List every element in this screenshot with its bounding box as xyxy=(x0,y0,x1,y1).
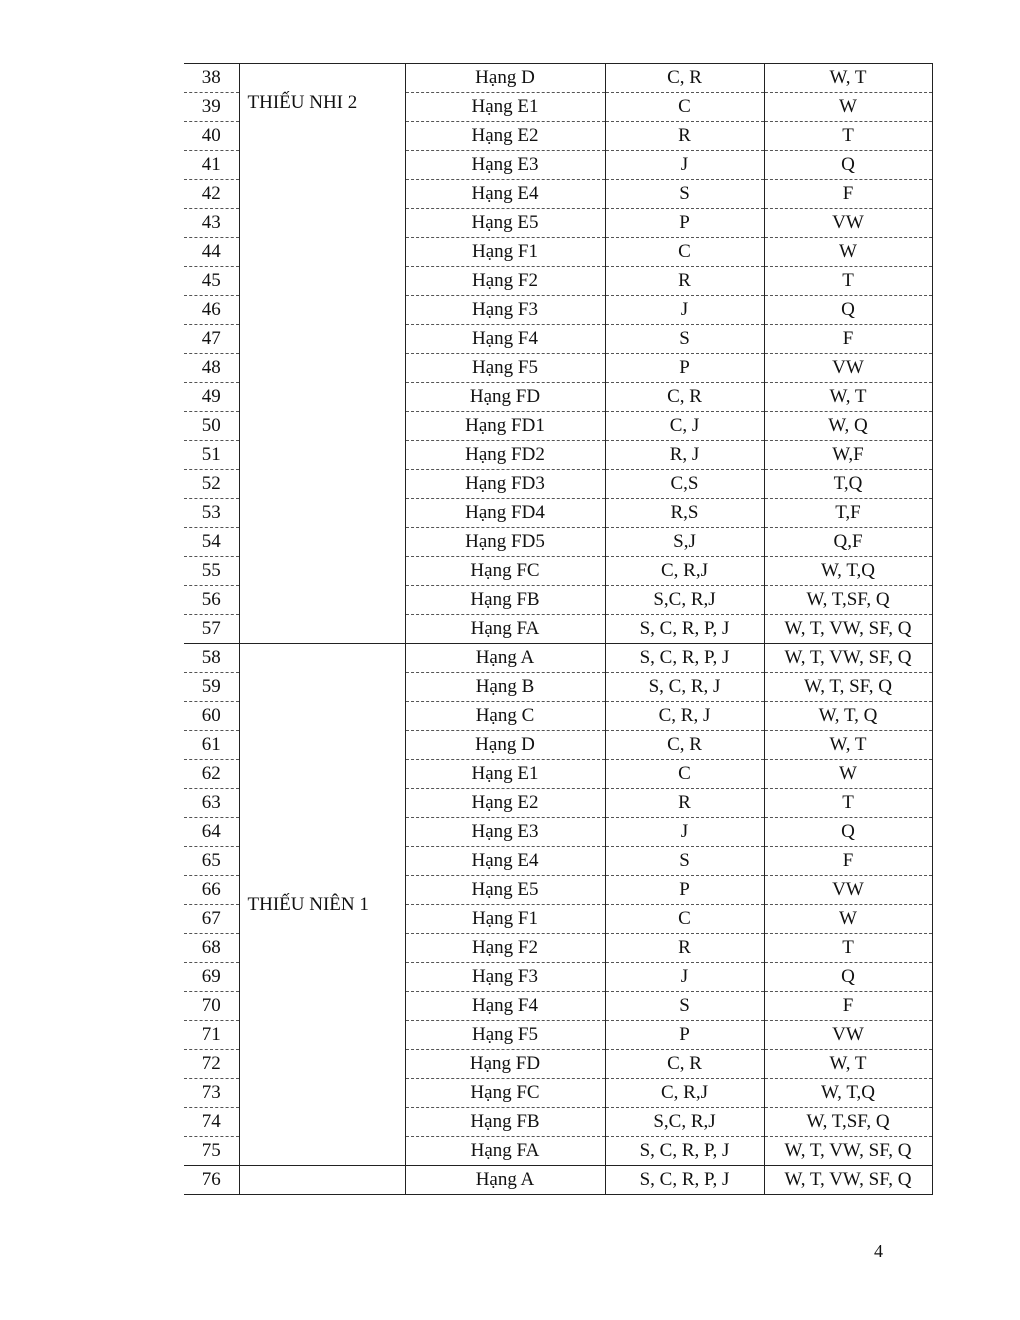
column-4-cell: W, T xyxy=(764,1050,932,1079)
column-4-cell: T xyxy=(764,267,932,296)
rank-cell: Hạng F2 xyxy=(405,267,605,296)
row-number: 59 xyxy=(184,673,239,702)
rank-cell: Hạng FC xyxy=(405,1079,605,1108)
column-3-cell: C, R xyxy=(605,731,764,760)
column-3-cell: S xyxy=(605,847,764,876)
row-number: 56 xyxy=(184,586,239,615)
column-3-cell: C xyxy=(605,760,764,789)
column-3-cell: C, R xyxy=(605,64,764,93)
column-4-cell: W, T,Q xyxy=(764,557,932,586)
rank-cell: Hạng E1 xyxy=(405,760,605,789)
row-number: 76 xyxy=(184,1166,239,1195)
column-4-cell: W, T xyxy=(764,731,932,760)
row-number: 73 xyxy=(184,1079,239,1108)
rank-cell: Hạng FB xyxy=(405,1108,605,1137)
column-4-cell: W, T, VW, SF, Q xyxy=(764,644,932,673)
rank-cell: Hạng E4 xyxy=(405,847,605,876)
page-number: 4 xyxy=(874,1241,883,1261)
column-4-cell: W, Q xyxy=(764,412,932,441)
rank-cell: Hạng C xyxy=(405,702,605,731)
row-number: 75 xyxy=(184,1137,239,1166)
column-4-cell: W, T xyxy=(764,64,932,93)
column-3-cell: C, R,J xyxy=(605,1079,764,1108)
row-number: 54 xyxy=(184,528,239,557)
ranking-table xyxy=(184,63,933,1195)
column-4-cell: W, T, VW, SF, Q xyxy=(764,1166,932,1195)
rank-cell: Hạng D xyxy=(405,64,605,93)
column-3-cell: P xyxy=(605,1021,764,1050)
column-3-cell: C xyxy=(605,905,764,934)
rank-cell: Hạng FA xyxy=(405,1137,605,1166)
rank-cell: Hạng F3 xyxy=(405,963,605,992)
column-3-cell: C, J xyxy=(605,412,764,441)
column-4-cell: W, T,SF, Q xyxy=(764,586,932,615)
column-3-cell: P xyxy=(605,354,764,383)
column-4-cell: W xyxy=(764,238,932,267)
rank-cell: Hạng E5 xyxy=(405,209,605,238)
column-4-cell: W, T, SF, Q xyxy=(764,673,932,702)
row-number: 58 xyxy=(184,644,239,673)
column-3-cell: S,C, R,J xyxy=(605,1108,764,1137)
rank-cell: Hạng F3 xyxy=(405,296,605,325)
column-4-cell: Q xyxy=(764,151,932,180)
column-3-cell: R xyxy=(605,789,764,818)
rank-cell: Hạng FD5 xyxy=(405,528,605,557)
row-number: 49 xyxy=(184,383,239,412)
row-number: 44 xyxy=(184,238,239,267)
rank-cell: Hạng F5 xyxy=(405,1021,605,1050)
row-number: 63 xyxy=(184,789,239,818)
column-4-cell: W, T, VW, SF, Q xyxy=(764,615,932,644)
column-3-cell: J xyxy=(605,818,764,847)
rank-cell: Hạng FD xyxy=(405,383,605,412)
column-3-cell: S,J xyxy=(605,528,764,557)
group-name: THIẾU NHI 2 xyxy=(239,64,405,644)
column-4-cell: W,F xyxy=(764,441,932,470)
column-3-cell: R xyxy=(605,934,764,963)
rank-cell: Hạng F1 xyxy=(405,238,605,267)
table-row xyxy=(184,644,932,673)
row-number: 62 xyxy=(184,760,239,789)
rank-cell: Hạng F4 xyxy=(405,992,605,1021)
column-3-cell: R,S xyxy=(605,499,764,528)
row-number: 38 xyxy=(184,64,239,93)
column-3-cell: C, R, J xyxy=(605,702,764,731)
row-number: 40 xyxy=(184,122,239,151)
column-4-cell: T xyxy=(764,789,932,818)
row-number: 41 xyxy=(184,151,239,180)
column-3-cell: C, R,J xyxy=(605,557,764,586)
column-3-cell: J xyxy=(605,151,764,180)
row-number: 51 xyxy=(184,441,239,470)
row-number: 67 xyxy=(184,905,239,934)
column-4-cell: Q xyxy=(764,296,932,325)
row-number: 50 xyxy=(184,412,239,441)
column-4-cell: Q xyxy=(764,818,932,847)
column-3-cell: C xyxy=(605,93,764,122)
column-3-cell: S,C, R,J xyxy=(605,586,764,615)
rank-cell: Hạng FD2 xyxy=(405,441,605,470)
rank-cell: Hạng FD3 xyxy=(405,470,605,499)
column-4-cell: VW xyxy=(764,354,932,383)
column-4-cell: W, T xyxy=(764,383,932,412)
rank-cell: Hạng E3 xyxy=(405,151,605,180)
column-3-cell: C,S xyxy=(605,470,764,499)
column-3-cell: C xyxy=(605,238,764,267)
column-4-cell: T xyxy=(764,122,932,151)
row-number: 46 xyxy=(184,296,239,325)
row-number: 74 xyxy=(184,1108,239,1137)
rank-cell: Hạng E2 xyxy=(405,122,605,151)
row-number: 60 xyxy=(184,702,239,731)
group-name: THIẾU NIÊN 1 xyxy=(239,644,405,1166)
rank-cell: Hạng FA xyxy=(405,615,605,644)
column-3-cell: S, C, R, P, J xyxy=(605,644,764,673)
rank-cell: Hạng F1 xyxy=(405,905,605,934)
column-3-cell: C, R xyxy=(605,383,764,412)
column-3-cell: C, R xyxy=(605,1050,764,1079)
rank-cell: Hạng FD xyxy=(405,1050,605,1079)
row-number: 57 xyxy=(184,615,239,644)
table-row xyxy=(184,64,932,93)
row-number: 53 xyxy=(184,499,239,528)
column-4-cell: W, T,Q xyxy=(764,1079,932,1108)
column-3-cell: J xyxy=(605,963,764,992)
group-name xyxy=(239,1166,405,1195)
column-4-cell: VW xyxy=(764,209,932,238)
column-3-cell: S, C, R, P, J xyxy=(605,1137,764,1166)
rank-cell: Hạng E4 xyxy=(405,180,605,209)
column-3-cell: S, C, R, P, J xyxy=(605,1166,764,1195)
row-number: 66 xyxy=(184,876,239,905)
row-number: 65 xyxy=(184,847,239,876)
column-4-cell: W xyxy=(764,93,932,122)
row-number: 52 xyxy=(184,470,239,499)
column-3-cell: S, C, R, P, J xyxy=(605,615,764,644)
column-3-cell: R, J xyxy=(605,441,764,470)
column-4-cell: W, T, VW, SF, Q xyxy=(764,1137,932,1166)
column-4-cell: VW xyxy=(764,876,932,905)
column-4-cell: T xyxy=(764,934,932,963)
rank-cell: Hạng F5 xyxy=(405,354,605,383)
column-3-cell: S xyxy=(605,180,764,209)
row-number: 61 xyxy=(184,731,239,760)
rank-cell: Hạng E3 xyxy=(405,818,605,847)
row-number: 69 xyxy=(184,963,239,992)
row-number: 68 xyxy=(184,934,239,963)
row-number: 70 xyxy=(184,992,239,1021)
rank-cell: Hạng E5 xyxy=(405,876,605,905)
rank-cell: Hạng F4 xyxy=(405,325,605,354)
column-4-cell: VW xyxy=(764,1021,932,1050)
column-4-cell: Q,F xyxy=(764,528,932,557)
column-3-cell: S xyxy=(605,325,764,354)
column-3-cell: S xyxy=(605,992,764,1021)
column-3-cell: R xyxy=(605,267,764,296)
column-3-cell: S, C, R, J xyxy=(605,673,764,702)
rank-cell: Hạng E1 xyxy=(405,93,605,122)
column-4-cell: T,F xyxy=(764,499,932,528)
column-3-cell: J xyxy=(605,296,764,325)
column-4-cell: F xyxy=(764,992,932,1021)
column-3-cell: P xyxy=(605,876,764,905)
column-3-cell: R xyxy=(605,122,764,151)
column-4-cell: T,Q xyxy=(764,470,932,499)
rank-cell: Hạng F2 xyxy=(405,934,605,963)
rank-cell: Hạng B xyxy=(405,673,605,702)
table-row xyxy=(184,1166,932,1195)
rank-cell: Hạng FD4 xyxy=(405,499,605,528)
rank-cell: Hạng E2 xyxy=(405,789,605,818)
column-4-cell: F xyxy=(764,325,932,354)
column-4-cell: Q xyxy=(764,963,932,992)
rank-cell: Hạng D xyxy=(405,731,605,760)
row-number: 39 xyxy=(184,93,239,122)
column-4-cell: W, T,SF, Q xyxy=(764,1108,932,1137)
rank-cell: Hạng FC xyxy=(405,557,605,586)
column-4-cell: F xyxy=(764,180,932,209)
row-number: 48 xyxy=(184,354,239,383)
column-4-cell: W xyxy=(764,760,932,789)
row-number: 42 xyxy=(184,180,239,209)
rank-cell: Hạng A xyxy=(405,644,605,673)
table-body xyxy=(184,64,932,1195)
rank-cell: Hạng A xyxy=(405,1166,605,1195)
rank-cell: Hạng FB xyxy=(405,586,605,615)
rank-cell: Hạng FD1 xyxy=(405,412,605,441)
row-number: 55 xyxy=(184,557,239,586)
column-4-cell: F xyxy=(764,847,932,876)
row-number: 72 xyxy=(184,1050,239,1079)
row-number: 45 xyxy=(184,267,239,296)
column-3-cell: P xyxy=(605,209,764,238)
row-number: 47 xyxy=(184,325,239,354)
row-number: 43 xyxy=(184,209,239,238)
column-4-cell: W xyxy=(764,905,932,934)
column-4-cell: W, T, Q xyxy=(764,702,932,731)
row-number: 71 xyxy=(184,1021,239,1050)
row-number: 64 xyxy=(184,818,239,847)
